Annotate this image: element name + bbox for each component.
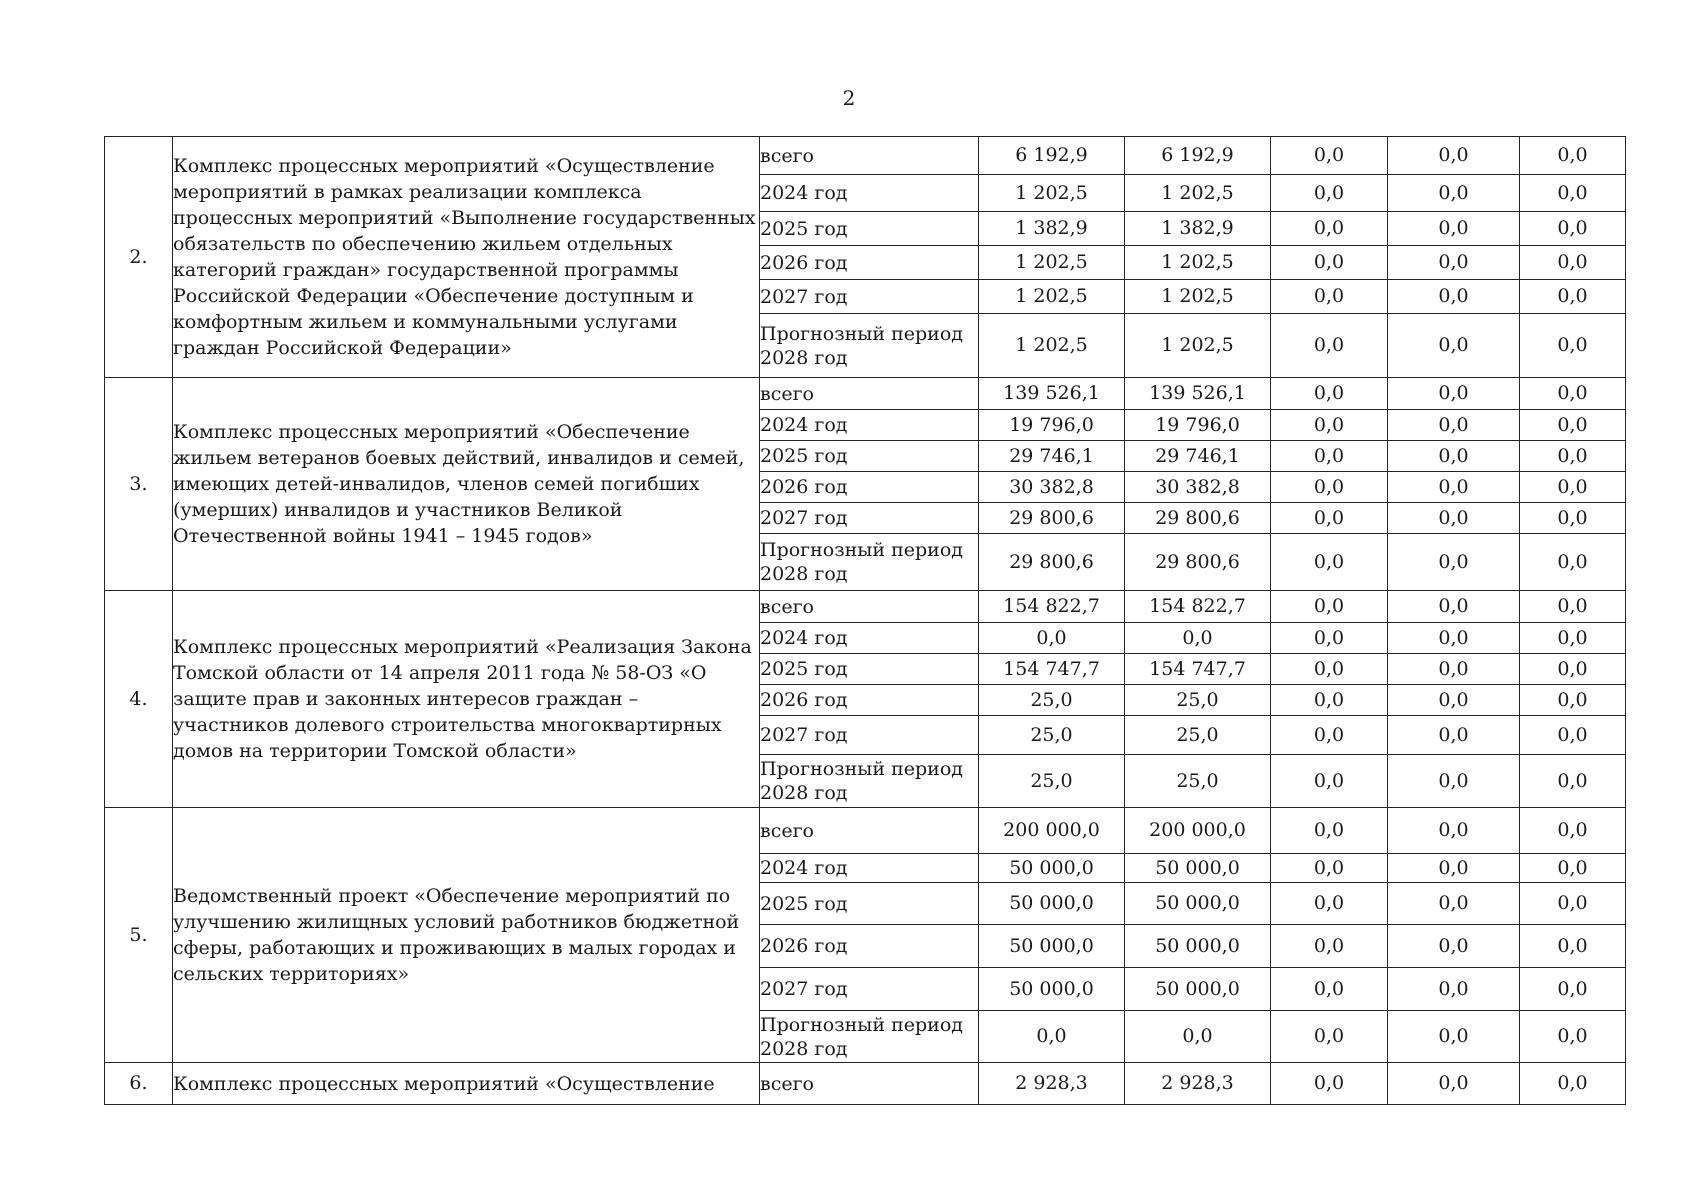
amount-cell: 139 526,1 — [979, 378, 1125, 410]
period-label: 2025 год — [760, 654, 979, 685]
period-label: всего — [760, 808, 979, 854]
amount-cell: 50 000,0 — [979, 968, 1125, 1011]
period-label: Прогнозный период 2028 год — [760, 314, 979, 378]
amount-cell: 29 800,6 — [1125, 503, 1271, 534]
amount-cell: 0,0 — [1388, 755, 1520, 808]
amount-cell: 0,0 — [1271, 472, 1388, 503]
amount-cell: 1 202,5 — [979, 175, 1125, 212]
section-title: Комплекс процессных мероприятий «Осуществление — [173, 1063, 760, 1105]
amount-cell: 0,0 — [1388, 925, 1520, 968]
amount-cell: 0,0 — [1271, 410, 1388, 441]
amount-cell: 0,0 — [1520, 441, 1626, 472]
amount-cell: 0,0 — [1388, 503, 1520, 534]
amount-cell: 0,0 — [1388, 1063, 1520, 1105]
section-title: Ведомственный проект «Обеспечение мероприятий по улучшению жилищных условий работников бюджетной сферы, работающих и проживающих в малых городах и сельских территориях» — [173, 808, 760, 1063]
amount-cell: 0,0 — [1520, 623, 1626, 654]
section-number: 5. — [105, 808, 173, 1063]
amount-cell: 19 796,0 — [1125, 410, 1271, 441]
period-label: 2025 год — [760, 883, 979, 925]
amount-cell: 1 202,5 — [1125, 246, 1271, 280]
section-title: Комплекс процессных мероприятий «Обеспечение жильем ветеранов боевых действий, инвалидов и семей, имеющих детей-инвалидов, членов семей погибших (умерших) инвалидов и участников Великой Отечественной войны 1941 – 1945 годов» — [173, 378, 760, 591]
amount-cell: 0,0 — [1271, 925, 1388, 968]
amount-cell: 25,0 — [979, 716, 1125, 755]
amount-cell: 25,0 — [979, 685, 1125, 716]
amount-cell: 0,0 — [1520, 314, 1626, 378]
amount-cell: 0,0 — [1520, 410, 1626, 441]
page-number: 2 — [842, 86, 856, 110]
amount-cell: 1 382,9 — [1125, 212, 1271, 246]
amount-cell: 6 192,9 — [1125, 137, 1271, 175]
amount-cell: 0,0 — [1271, 968, 1388, 1011]
period-label: Прогнозный период 2028 год — [760, 534, 979, 591]
amount-cell: 0,0 — [1520, 808, 1626, 854]
amount-cell: 0,0 — [1388, 137, 1520, 175]
period-label: всего — [760, 137, 979, 175]
amount-cell: 1 202,5 — [979, 246, 1125, 280]
amount-cell: 0,0 — [1388, 968, 1520, 1011]
section-number: 4. — [105, 591, 173, 808]
amount-cell: 0,0 — [1271, 175, 1388, 212]
amount-cell: 0,0 — [1520, 137, 1626, 175]
amount-cell: 0,0 — [1520, 280, 1626, 314]
amount-cell: 0,0 — [1520, 175, 1626, 212]
amount-cell: 0,0 — [1520, 212, 1626, 246]
amount-cell: 1 202,5 — [1125, 314, 1271, 378]
amount-cell: 25,0 — [979, 755, 1125, 808]
amount-cell: 25,0 — [1125, 685, 1271, 716]
amount-cell: 0,0 — [1388, 654, 1520, 685]
table-row — [105, 1063, 1626, 1105]
amount-cell: 1 202,5 — [979, 314, 1125, 378]
budget-table — [104, 136, 1626, 1105]
amount-cell: 0,0 — [1388, 410, 1520, 441]
amount-cell: 50 000,0 — [979, 883, 1125, 925]
amount-cell: 0,0 — [1520, 925, 1626, 968]
amount-cell: 0,0 — [1271, 654, 1388, 685]
period-label: всего — [760, 591, 979, 623]
period-label: 2025 год — [760, 212, 979, 246]
amount-cell: 0,0 — [1271, 591, 1388, 623]
amount-cell: 0,0 — [1271, 808, 1388, 854]
amount-cell: 0,0 — [1520, 246, 1626, 280]
period-label: 2026 год — [760, 685, 979, 716]
amount-cell: 154 747,7 — [979, 654, 1125, 685]
amount-cell: 0,0 — [1388, 716, 1520, 755]
amount-cell: 50 000,0 — [1125, 968, 1271, 1011]
period-label: всего — [760, 1063, 979, 1105]
amount-cell: 0,0 — [979, 623, 1125, 654]
amount-cell: 0,0 — [1271, 378, 1388, 410]
amount-cell: 200 000,0 — [1125, 808, 1271, 854]
amount-cell: 0,0 — [1388, 1011, 1520, 1063]
amount-cell: 1 202,5 — [1125, 175, 1271, 212]
amount-cell: 0,0 — [1388, 280, 1520, 314]
amount-cell: 0,0 — [1125, 1011, 1271, 1063]
amount-cell: 2 928,3 — [1125, 1063, 1271, 1105]
amount-cell: 0,0 — [1271, 1063, 1388, 1105]
amount-cell: 0,0 — [1520, 685, 1626, 716]
amount-cell: 0,0 — [1388, 685, 1520, 716]
amount-cell: 0,0 — [1520, 534, 1626, 591]
section-title: Комплекс процессных мероприятий «Реализация Закона Томской области от 14 апреля 2011 года № 58-ОЗ «О защите прав и законных интересов граждан – участников долевого строительства многоквартирных домов на территории Томской области» — [173, 591, 760, 808]
amount-cell: 0,0 — [1520, 654, 1626, 685]
amount-cell: 19 796,0 — [979, 410, 1125, 441]
amount-cell: 0,0 — [1520, 854, 1626, 883]
period-label: 2025 год — [760, 441, 979, 472]
amount-cell: 50 000,0 — [979, 854, 1125, 883]
amount-cell: 154 747,7 — [1125, 654, 1271, 685]
amount-cell: 0,0 — [1388, 883, 1520, 925]
amount-cell: 0,0 — [979, 1011, 1125, 1063]
amount-cell: 50 000,0 — [1125, 925, 1271, 968]
amount-cell: 29 800,6 — [979, 503, 1125, 534]
amount-cell: 50 000,0 — [1125, 883, 1271, 925]
amount-cell: 0,0 — [1388, 314, 1520, 378]
period-label: всего — [760, 378, 979, 410]
amount-cell: 2 928,3 — [979, 1063, 1125, 1105]
amount-cell: 0,0 — [1388, 472, 1520, 503]
amount-cell: 0,0 — [1125, 623, 1271, 654]
amount-cell: 0,0 — [1388, 441, 1520, 472]
amount-cell: 154 822,7 — [979, 591, 1125, 623]
amount-cell: 0,0 — [1388, 212, 1520, 246]
amount-cell: 50 000,0 — [979, 925, 1125, 968]
period-label: 2027 год — [760, 716, 979, 755]
amount-cell: 0,0 — [1271, 854, 1388, 883]
period-label: Прогнозный период 2028 год — [760, 755, 979, 808]
amount-cell: 0,0 — [1271, 503, 1388, 534]
amount-cell: 0,0 — [1388, 808, 1520, 854]
amount-cell: 30 382,8 — [979, 472, 1125, 503]
amount-cell: 0,0 — [1388, 623, 1520, 654]
amount-cell: 0,0 — [1271, 441, 1388, 472]
amount-cell: 25,0 — [1125, 716, 1271, 755]
amount-cell: 0,0 — [1271, 314, 1388, 378]
section-number: 3. — [105, 378, 173, 591]
period-label: 2024 год — [760, 175, 979, 212]
section-number: 2. — [105, 137, 173, 378]
amount-cell: 0,0 — [1271, 212, 1388, 246]
amount-cell: 0,0 — [1520, 968, 1626, 1011]
amount-cell: 29 746,1 — [979, 441, 1125, 472]
period-label: 2024 год — [760, 410, 979, 441]
amount-cell: 0,0 — [1271, 1011, 1388, 1063]
section-title: Комплекс процессных мероприятий «Осуществление мероприятий в рамках реализации комплекса процессных мероприятий «Выполнение государственных обязательств по обеспечению жильем отдельных категорий граждан» государственной программы Российской Федерации «Обеспечение доступным и комфортным жильем и коммунальными услугами граждан Российской Федерации» — [173, 137, 760, 378]
amount-cell: 139 526,1 — [1125, 378, 1271, 410]
table-row — [105, 591, 1626, 623]
amount-cell: 0,0 — [1520, 503, 1626, 534]
amount-cell: 0,0 — [1520, 1063, 1626, 1105]
period-label: 2026 год — [760, 472, 979, 503]
amount-cell: 0,0 — [1271, 137, 1388, 175]
amount-cell: 25,0 — [1125, 755, 1271, 808]
period-label: 2024 год — [760, 854, 979, 883]
amount-cell: 0,0 — [1520, 472, 1626, 503]
amount-cell: 0,0 — [1388, 534, 1520, 591]
amount-cell: 0,0 — [1388, 591, 1520, 623]
amount-cell: 0,0 — [1520, 1011, 1626, 1063]
table-row — [105, 808, 1626, 854]
amount-cell: 0,0 — [1520, 378, 1626, 410]
amount-cell: 0,0 — [1520, 591, 1626, 623]
amount-cell: 0,0 — [1271, 685, 1388, 716]
amount-cell: 0,0 — [1520, 755, 1626, 808]
period-label: 2024 год — [760, 623, 979, 654]
amount-cell: 0,0 — [1271, 716, 1388, 755]
amount-cell: 0,0 — [1520, 883, 1626, 925]
amount-cell: 0,0 — [1388, 378, 1520, 410]
amount-cell: 0,0 — [1271, 755, 1388, 808]
table-row — [105, 378, 1626, 410]
amount-cell: 154 822,7 — [1125, 591, 1271, 623]
period-label: 2026 год — [760, 925, 979, 968]
period-label: 2027 год — [760, 280, 979, 314]
period-label: 2026 год — [760, 246, 979, 280]
amount-cell: 1 202,5 — [1125, 280, 1271, 314]
amount-cell: 0,0 — [1271, 280, 1388, 314]
table-row — [105, 137, 1626, 175]
period-label: 2027 год — [760, 503, 979, 534]
amount-cell: 0,0 — [1271, 246, 1388, 280]
amount-cell: 29 800,6 — [979, 534, 1125, 591]
amount-cell: 200 000,0 — [979, 808, 1125, 854]
amount-cell: 0,0 — [1388, 175, 1520, 212]
amount-cell: 0,0 — [1520, 716, 1626, 755]
amount-cell: 0,0 — [1271, 623, 1388, 654]
amount-cell: 29 800,6 — [1125, 534, 1271, 591]
amount-cell: 6 192,9 — [979, 137, 1125, 175]
amount-cell: 29 746,1 — [1125, 441, 1271, 472]
amount-cell: 1 382,9 — [979, 212, 1125, 246]
amount-cell: 0,0 — [1271, 883, 1388, 925]
amount-cell: 0,0 — [1271, 534, 1388, 591]
period-label: Прогнозный период 2028 год — [760, 1011, 979, 1063]
amount-cell: 1 202,5 — [979, 280, 1125, 314]
section-number: 6. — [105, 1063, 173, 1105]
period-label: 2027 год — [760, 968, 979, 1011]
amount-cell: 0,0 — [1388, 246, 1520, 280]
amount-cell: 30 382,8 — [1125, 472, 1271, 503]
amount-cell: 0,0 — [1388, 854, 1520, 883]
amount-cell: 50 000,0 — [1125, 854, 1271, 883]
